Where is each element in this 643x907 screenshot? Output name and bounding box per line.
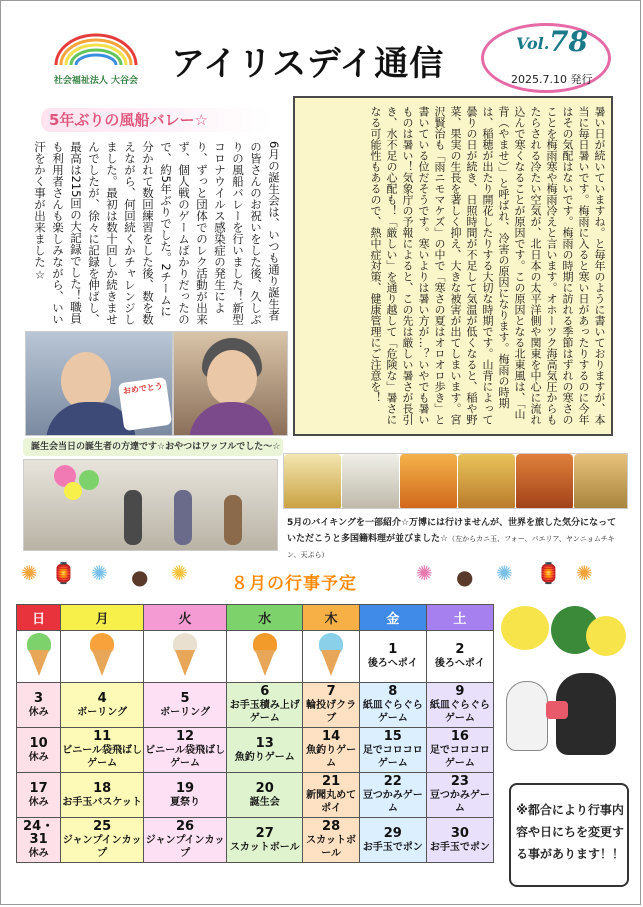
- day-header-sat: 土: [426, 605, 493, 631]
- birthday-photo-2: [173, 331, 288, 436]
- calendar-day: 27 スカットボール: [227, 818, 303, 863]
- food-yangnyeom-chicken: [516, 454, 573, 509]
- person-body: [189, 402, 274, 436]
- calendar-day: 21 新聞丸めてポイ: [303, 773, 359, 818]
- calendar-day: 9 紙皿ぐらぐらゲーム: [426, 683, 493, 728]
- events-title: ８月の行事予定: [231, 574, 357, 594]
- firework-icon: ✺: [496, 561, 513, 585]
- icecream-cell: [17, 631, 61, 683]
- lantern-icon: 🏮: [51, 561, 76, 585]
- person-standing: [224, 495, 242, 545]
- icecream-icon: [26, 633, 52, 677]
- calendar-day: 24・31 休み: [17, 818, 61, 863]
- calendar-day: 20 誕生会: [227, 773, 303, 818]
- icecream-cell: [227, 631, 303, 683]
- event-calendar: [16, 604, 494, 863]
- icecream-icon: [89, 633, 115, 677]
- birthday-caption: 誕生会当日の誕生者の方達です☆おやつはワッフルでした～☆: [23, 438, 283, 456]
- lantern-icon: 🏮: [536, 561, 561, 585]
- day-header-mon: 月: [61, 605, 144, 631]
- food-rice-bowl: [458, 454, 515, 509]
- calendar-day: 16 足でコロコロゲーム: [426, 728, 493, 773]
- calendar-day: 14 魚釣りゲーム: [303, 728, 359, 773]
- day-header-wed: 水: [227, 605, 303, 631]
- issue-date: 2025.7.10 発行: [511, 73, 593, 86]
- calendar-day: 11 ビニール袋飛ばしゲーム: [61, 728, 144, 773]
- icecream-icon: [172, 633, 198, 677]
- greeting-note-text: 暑い日が続いていますね。と毎年のように書いておりますが、本当に毎日暑いです。梅雨に入ると寒い日があったりするのに今年はその気配はないです。梅雨の時期に訪れる季節はずれの寒さのことを梅雨寒や梅雨冷えと言います。オホーツク海高気圧からもたらされる冷たい空気が、北日本の太平洋側や関東を中心に流れ込んで寒くなることが原因です。この原因となる北東風は、「山背（やませ）」と呼ばれ、冷害の原因になります。梅雨の時期は、稲穂が出たり開花したりする大切な時期です。山背によって曇りの日が続き、日照時間が不足して気温が低くなると、稲や野菜、果実の生長を著しく抑え、大きな被害が出てしまいます。宮沢賢治も「雨ニモマケズ」の中で「寒さの夏はオロオロ歩き」と書いている位だそうです。寒いよりは暑い方が…？いやでも暑いものは暑い！気象庁の予報によると、この先は厳しい暑さが長引き、水不足の心配も！「厳しい」を通り越して「危険な」暑さになる可能性もあるので、熱中症対策、健康管理にご注意を！: [369, 106, 606, 425]
- rainbow-icon: [51, 31, 141, 67]
- newsletter-title: アイリスデイ通信: [171, 44, 445, 84]
- buffet-caption: [283, 513, 628, 559]
- calendar-day: 12 ビニール袋飛ばしゲーム: [144, 728, 227, 773]
- calendar-day: 3 休み: [17, 683, 61, 728]
- org-name: 社会福祉法人 大谷会: [53, 76, 139, 86]
- calendar-day: 6 お手玉積み上げゲーム: [227, 683, 303, 728]
- buffet-caption-main: 5月のバイキングを一部紹介☆万博には行けませんが、世界を旅した気分になっていただこうと多国籍料理が並びました☆: [287, 518, 617, 544]
- calendar-day: 10 休み: [17, 728, 61, 773]
- volume-number: 78: [549, 25, 588, 58]
- birthday-photo-1: [25, 331, 173, 436]
- calendar-day: 13 魚釣りゲーム: [227, 728, 303, 773]
- volleyball-photo: [23, 459, 278, 551]
- congratulation-sign: おめでとう: [118, 377, 172, 431]
- calendar-day: 15 足でコロコロゲーム: [359, 728, 426, 773]
- calendar-day: 17 休み: [17, 773, 61, 818]
- calendar-day: 30 お手玉でポン: [426, 818, 493, 863]
- calendar-day: 25 ジャンプインカップ: [61, 818, 144, 863]
- food-tempura: [574, 454, 628, 509]
- calendar-day: 26 ジャンプインカップ: [144, 818, 227, 863]
- taiko-drum-icon: ●: [131, 565, 149, 589]
- day-header-tue: 火: [144, 605, 227, 631]
- calendar-day: 1 後ろへポイ: [359, 631, 426, 683]
- balloon-icon: [64, 482, 82, 500]
- calendar-week-1: [17, 631, 494, 683]
- balloon-icon: [79, 470, 99, 490]
- volume-label: Vol.: [516, 34, 550, 53]
- icecream-cell: [144, 631, 227, 683]
- calendar-day: 19 夏祭り: [144, 773, 227, 818]
- buffet-food-photos: [283, 453, 628, 509]
- calendar-day: 5 ボーリング: [144, 683, 227, 728]
- firework-icon: ✺: [21, 561, 38, 585]
- calendar-day: 29 お手玉でポン: [359, 818, 426, 863]
- calendar-day: 23 豆つかみゲーム: [426, 773, 493, 818]
- calendar-week-2: [17, 683, 494, 728]
- icecream-cell: [61, 631, 144, 683]
- firework-icon: ✺: [576, 561, 593, 585]
- rabbit-icon: [506, 681, 548, 751]
- calendar-day: 18 お手玉バスケット: [61, 773, 144, 818]
- food-paella: [400, 454, 457, 509]
- firework-icon: ✺: [416, 561, 433, 585]
- day-header-sun: 日: [17, 605, 61, 631]
- calendar-week-5: [17, 818, 494, 863]
- person-face: [207, 350, 257, 406]
- calendar-day: 22 豆つかみゲーム: [359, 773, 426, 818]
- volleyball-article: 6月の誕生会は、いつも通り誕生者の皆さんのお祝いをした後、久しぶりの風船バレーを行いました！新型コロナウイルス感染症の発生により、ずっと団体でのレク活動が出来ず、個人戦のゲームばかりだったので、約5年ぶりでした。2チームに分かれて数回練習をした後、数を数えながら、何回続くかチャレンジしました。最初は数十回しか続きませんでしたが、徐々に記録を伸ばし、最高は215回の大記録でした！職員も利用者さんも楽しみながら、いい汗をかく事が出来ました☆: [33, 141, 281, 325]
- calendar-day: 4 ボーリング: [61, 683, 144, 728]
- chick-icon: [586, 616, 626, 656]
- calendar-day: 2 後ろへポイ: [426, 631, 493, 683]
- calendar-header-row: [17, 605, 494, 631]
- firework-icon: ✺: [91, 561, 108, 585]
- org-logo: [31, 31, 151, 86]
- icecream-icon: [252, 633, 278, 677]
- food-crab-omelette: [284, 454, 341, 509]
- food-pho: [342, 454, 399, 509]
- notice-text: ※都合により行事内容や日にちを変更する事があります！！: [515, 803, 624, 861]
- icecream-icon: [318, 633, 344, 677]
- calendar-day: 7 輪投げクラブ: [303, 683, 359, 728]
- person-standing: [174, 490, 192, 545]
- calendar-week-3: [17, 728, 494, 773]
- calendar-day: 8 紙皿ぐらぐらゲーム: [359, 683, 426, 728]
- calendar-day: 28 スカットボール: [303, 818, 359, 863]
- shaved-ice-icon: [546, 701, 568, 719]
- person-standing: [124, 490, 142, 545]
- chick-icon: [501, 606, 549, 650]
- volleyball-heading: 5年ぶりの風船バレー☆: [41, 108, 271, 132]
- buffet-caption-dishes: （左からカニ玉、フォー、パエリア、ヤンニョムチキン、天ぷら）: [287, 535, 615, 559]
- day-header-fri: 金: [359, 605, 426, 631]
- icecream-cell: [303, 631, 359, 683]
- day-header-thu: 木: [303, 605, 359, 631]
- taiko-drum-icon: ●: [456, 565, 474, 589]
- calendar-week-4: [17, 773, 494, 818]
- firework-icon: ✺: [171, 561, 188, 585]
